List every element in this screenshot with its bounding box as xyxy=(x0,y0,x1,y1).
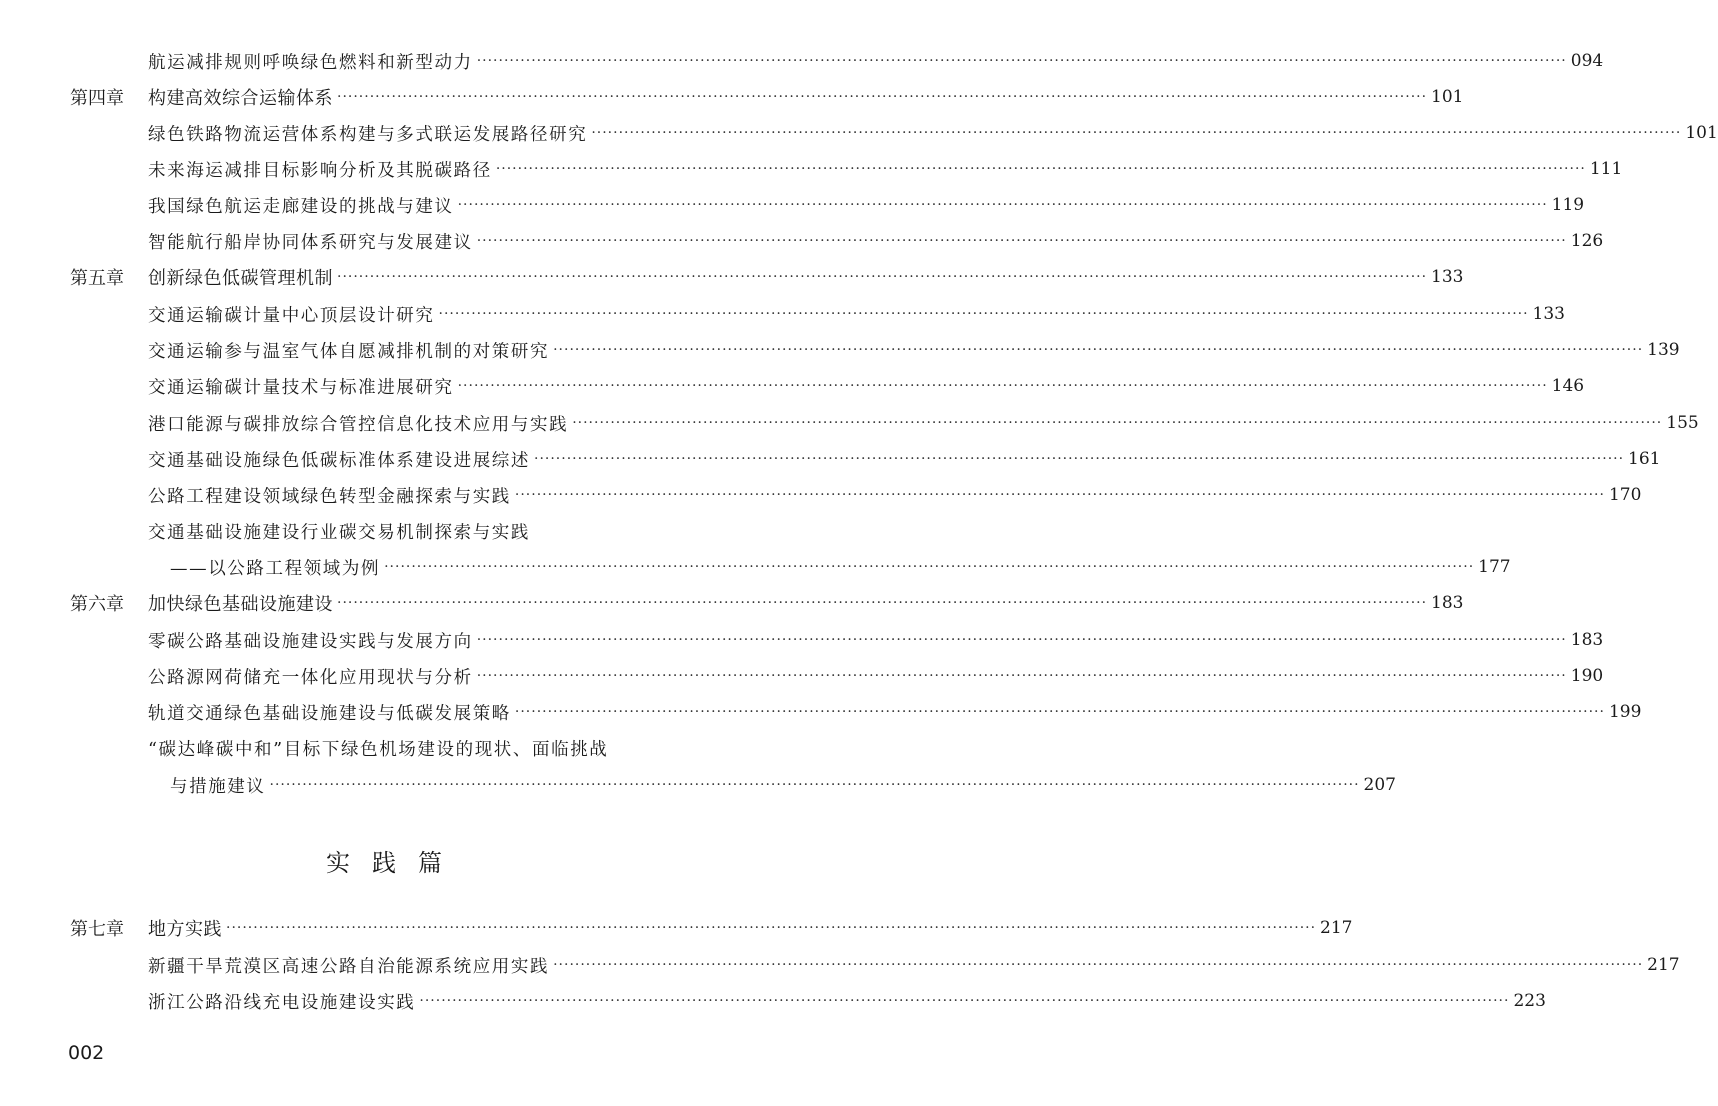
entry-title: 零碳公路基础设施建设实践与发展方向 xyxy=(148,631,473,652)
leader-dots: ········································································································································································································ xyxy=(553,957,1644,973)
leader-dots: ········································································································································································································ xyxy=(337,269,1428,285)
entry-page: 199 xyxy=(1608,702,1642,722)
entry-page: 161 xyxy=(1628,449,1661,469)
leader-dots: ········································································································································································································ xyxy=(553,342,1644,358)
entry-title: 加快绿色基础设施建设 xyxy=(148,594,333,615)
chapter-label: 第五章 xyxy=(70,268,124,289)
leader-dots: ········································································································································································································ xyxy=(514,487,1605,503)
entry-title: 交通基础设施绿色低碳标准体系建设进展综述 xyxy=(148,450,530,471)
entry-page: 101 xyxy=(1431,87,1464,107)
toc-chapter[interactable] xyxy=(0,79,1464,115)
toc-entry[interactable] xyxy=(0,296,1565,332)
entry-page: 155 xyxy=(1666,413,1699,433)
toc-entry[interactable] xyxy=(0,368,1585,404)
entry-title: “碳达峰碳中和”目标下绿色机场建设的现状、面临挑战 xyxy=(148,739,609,760)
chapter-label: 第六章 xyxy=(70,594,124,615)
entry-title: 轨道交通绿色基础设施建设与低碳发展策略 xyxy=(148,703,511,724)
entry-page: 190 xyxy=(1570,666,1604,686)
entry-page: 217 xyxy=(1320,918,1353,938)
toc-chapter[interactable] xyxy=(0,259,1464,295)
leader-dots: ········································································································································································································ xyxy=(572,415,1663,431)
leader-dots: ········································································································································································································ xyxy=(476,668,1567,684)
entry-title: 地方实践 xyxy=(148,919,222,940)
entry-title: 构建高效综合运输体系 xyxy=(148,88,333,109)
leader-dots: ········································································································································································································ xyxy=(534,451,1625,467)
leader-dots: ········································································································································································································ xyxy=(269,777,1360,793)
entry-title: 公路源网荷储充一体化应用现状与分析 xyxy=(148,667,473,688)
entry-page: 177 xyxy=(1478,557,1511,577)
entry-page: 133 xyxy=(1532,304,1565,324)
toc-entry[interactable] xyxy=(0,477,1642,513)
entry-page: 207 xyxy=(1363,775,1396,795)
entry-page: 111 xyxy=(1589,159,1623,179)
leader-dots: ········································································································································································································ xyxy=(384,559,1475,575)
leader-dots: ········································································································································································································ xyxy=(591,125,1682,141)
toc-entry[interactable] xyxy=(0,622,1604,658)
entry-page: 183 xyxy=(1431,593,1464,613)
toc-entry[interactable] xyxy=(0,115,1718,151)
entry-page: 139 xyxy=(1647,340,1680,360)
entry-title: 交通基础设施建设行业碳交易机制探索与实践 xyxy=(148,522,530,543)
toc-entry[interactable] xyxy=(0,694,1642,730)
section-title: 实践篇 xyxy=(326,849,464,877)
entry-title: 交通运输碳计量技术与标准进展研究 xyxy=(148,377,454,398)
entry-title: 公路工程建设领域绿色转型金融探索与实践 xyxy=(148,486,511,507)
entry-title: 未来海运减排目标影响分析及其脱碳路径 xyxy=(148,160,492,181)
toc-entry[interactable] xyxy=(0,658,1604,694)
toc-entry[interactable] xyxy=(0,332,1680,368)
entry-page: 183 xyxy=(1570,630,1604,650)
entry-page: 126 xyxy=(1570,231,1604,251)
toc-entry[interactable] xyxy=(0,767,1396,803)
leader-dots: ········································································································································································································ xyxy=(457,197,1548,213)
leader-dots: ········································································································································································································ xyxy=(226,920,1317,936)
entry-page: 133 xyxy=(1431,267,1464,287)
leader-dots: ········································································································································································································ xyxy=(457,378,1548,394)
leader-dots: ········································································································································································································ xyxy=(495,161,1586,177)
toc-entry[interactable] xyxy=(0,549,1511,585)
leader-dots: ········································································································································································································ xyxy=(476,233,1567,249)
toc-entry[interactable] xyxy=(0,983,1546,1019)
toc-entry[interactable] xyxy=(0,513,790,549)
entry-page: 119 xyxy=(1551,195,1585,215)
toc-entry[interactable] xyxy=(0,223,1604,259)
toc-entry[interactable] xyxy=(0,187,1585,223)
entry-title: 新疆干旱荒漠区高速公路自治能源系统应用实践 xyxy=(148,956,550,977)
entry-page: 101 xyxy=(1685,123,1718,143)
entry-title: ——以公路工程领域为例 xyxy=(170,558,381,579)
entry-page: 146 xyxy=(1551,376,1585,396)
leader-dots: ········································································································································································································ xyxy=(419,993,1510,1009)
entry-title: 交通运输碳计量中心顶层设计研究 xyxy=(148,305,435,326)
entry-title: 港口能源与碳排放综合管控信息化技术应用与实践 xyxy=(148,414,569,435)
leader-dots: ········································································································································································································ xyxy=(476,53,1567,69)
leader-dots: ········································································································································································································ xyxy=(337,89,1428,105)
entry-title: 与措施建议 xyxy=(170,776,266,797)
chapter-label: 第七章 xyxy=(70,919,124,940)
toc-entry[interactable] xyxy=(0,730,790,766)
entry-title: 航运减排规则呼唤绿色燃料和新型动力 xyxy=(148,52,473,73)
entry-title: 创新绿色低碳管理机制 xyxy=(148,268,333,289)
chapter-label: 第四章 xyxy=(70,88,124,109)
toc-chapter[interactable] xyxy=(0,910,1353,946)
toc-entry[interactable] xyxy=(0,43,1604,79)
leader-dots: ········································································································································································································ xyxy=(514,704,1605,720)
leader-dots: ········································································································································································································ xyxy=(337,595,1428,611)
entry-title: 绿色铁路物流运营体系构建与多式联运发展路径研究 xyxy=(148,124,588,145)
entry-page: 217 xyxy=(1647,955,1680,975)
entry-page: 223 xyxy=(1513,991,1546,1011)
toc-entry[interactable] xyxy=(0,151,1623,187)
page-number: 002 xyxy=(68,1042,105,1064)
toc-entry[interactable] xyxy=(0,441,1661,477)
entry-title: 交通运输参与温室气体自愿减排机制的对策研究 xyxy=(148,341,550,362)
leader-dots: ········································································································································································································ xyxy=(438,306,1529,322)
toc-chapter[interactable] xyxy=(0,585,1464,621)
entry-page: 094 xyxy=(1570,51,1604,71)
toc-entry[interactable] xyxy=(0,405,1699,441)
entry-title: 智能航行船岸协同体系研究与发展建议 xyxy=(148,232,473,253)
entry-title: 我国绿色航运走廊建设的挑战与建议 xyxy=(148,196,454,217)
leader-dots: ········································································································································································································ xyxy=(476,632,1567,648)
entry-page: 170 xyxy=(1608,485,1642,505)
entry-title: 浙江公路沿线充电设施建设实践 xyxy=(148,992,416,1013)
toc-entry[interactable] xyxy=(0,947,1680,983)
